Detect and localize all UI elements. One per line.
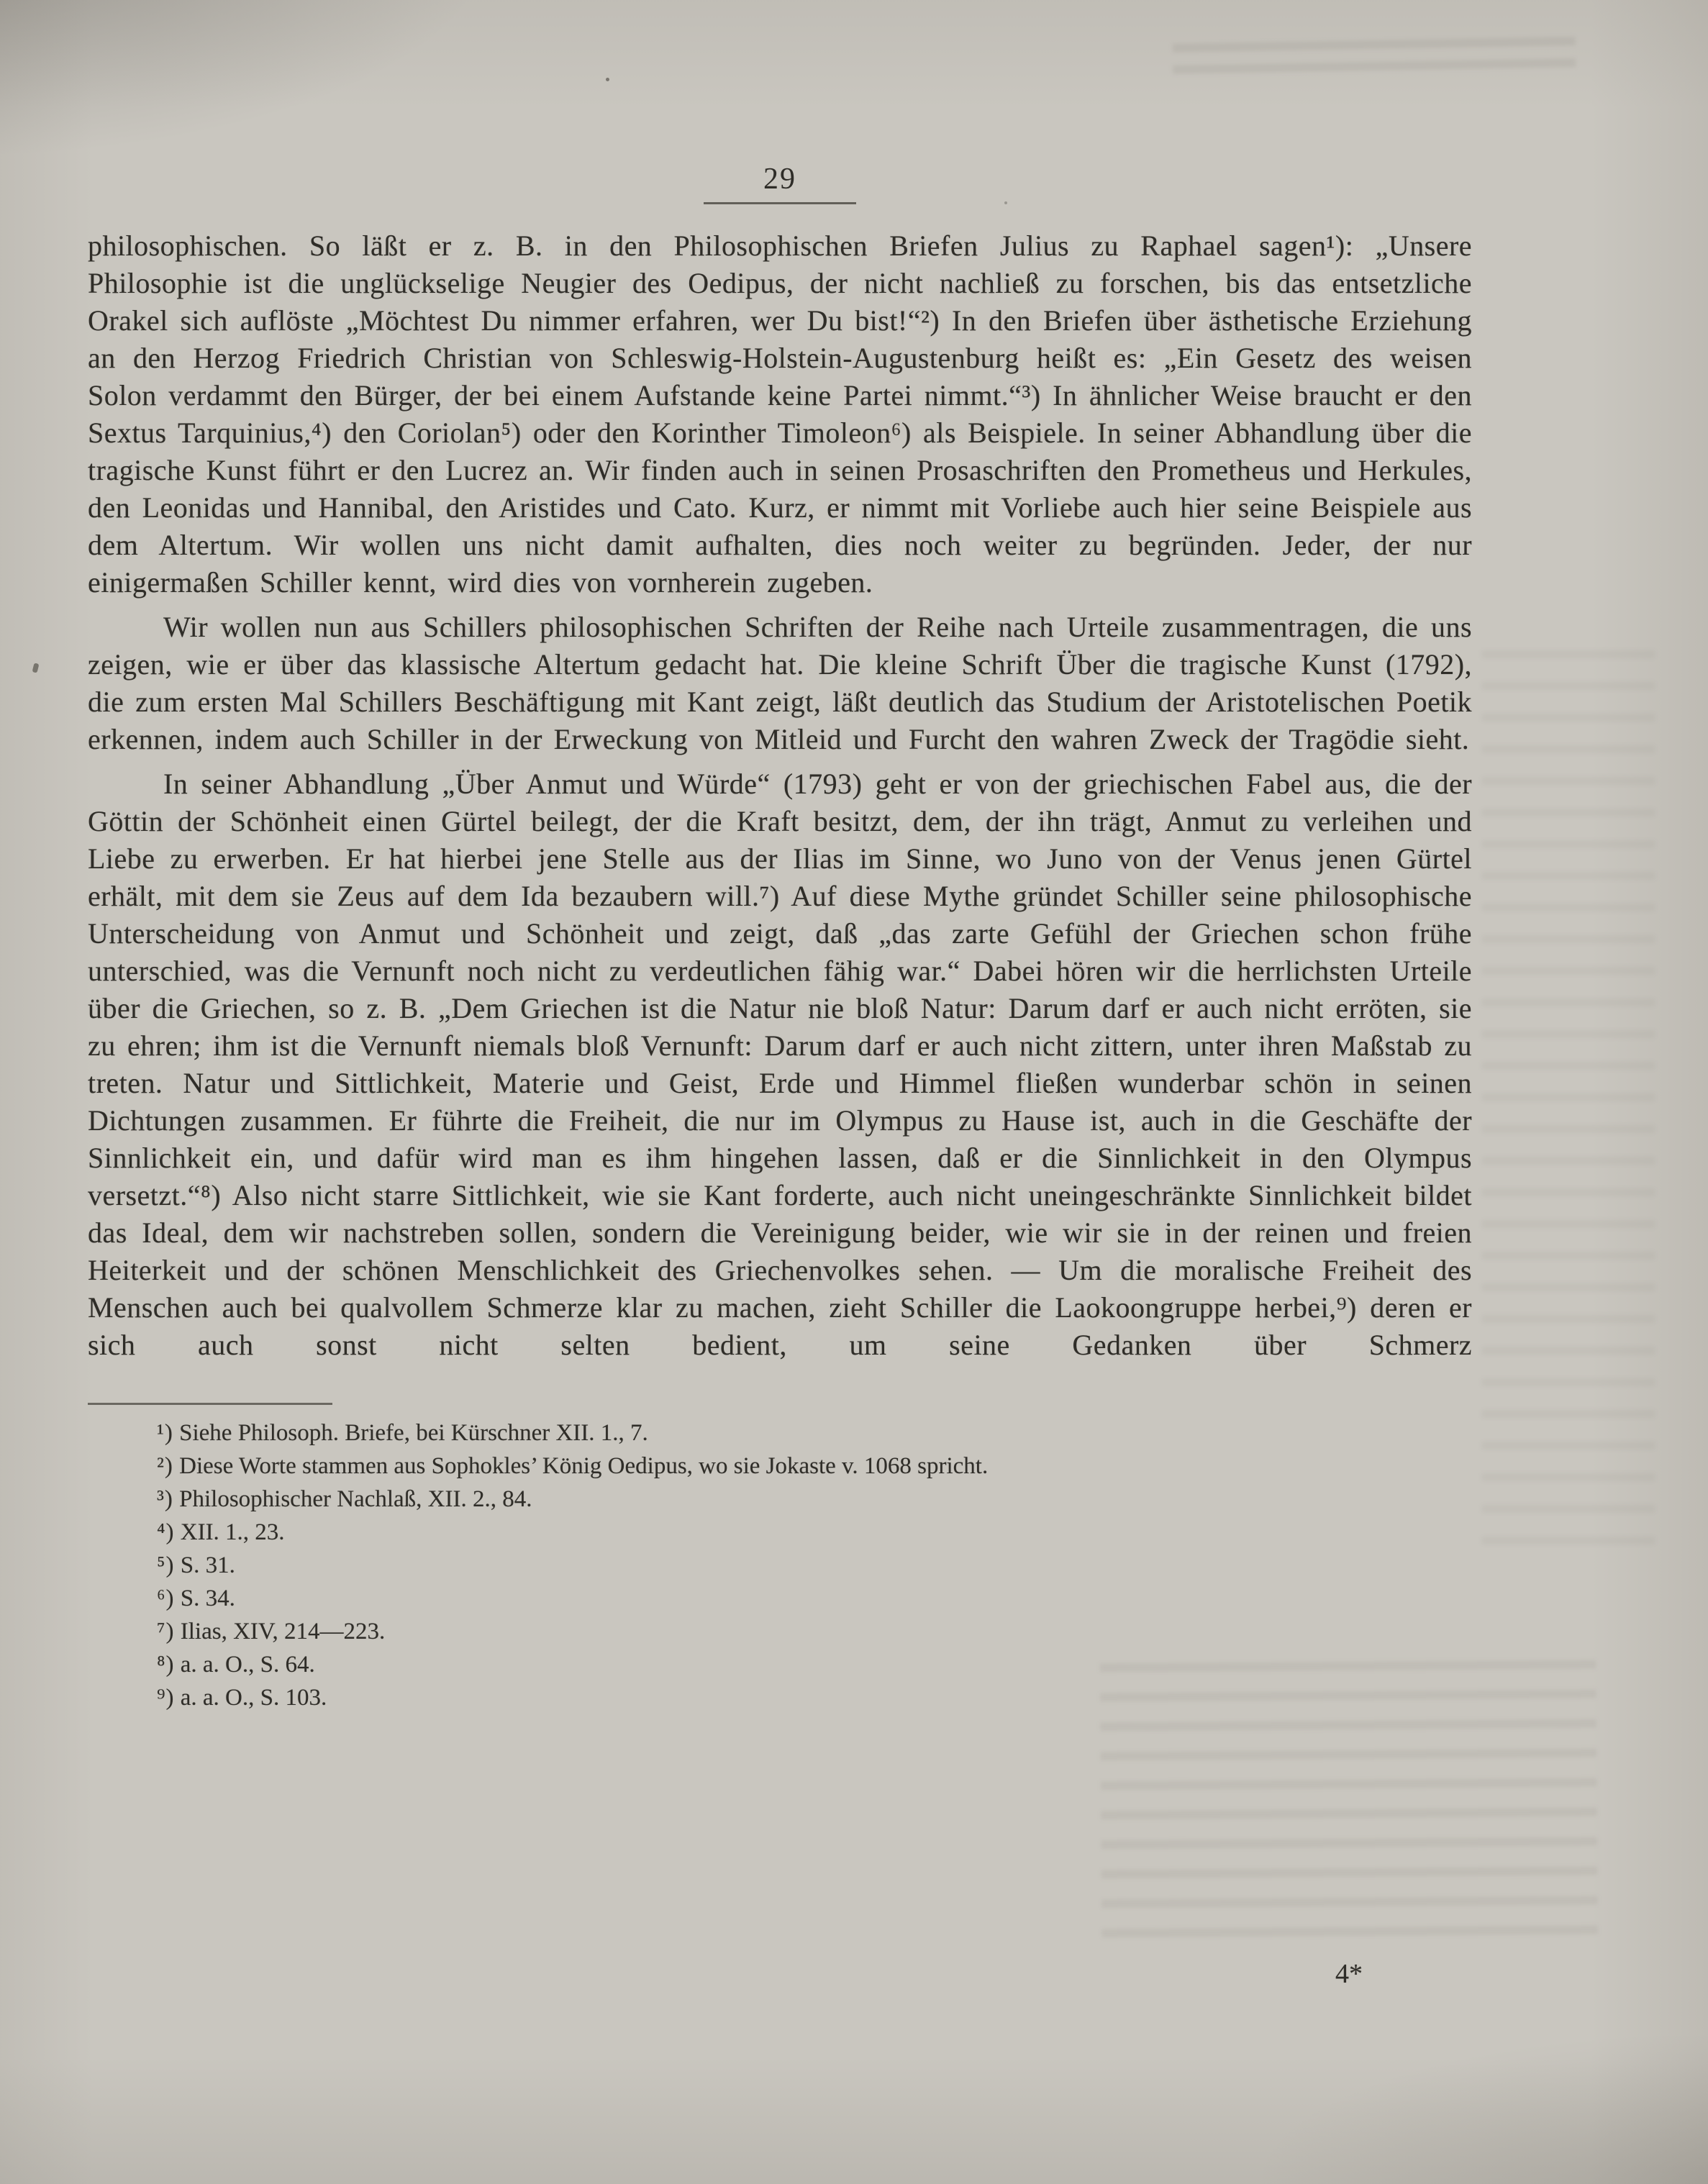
footnote-text: S. 31. — [180, 1552, 235, 1578]
page-content — [88, 161, 1472, 1714]
scan-speck — [606, 78, 609, 81]
footnote-text: Siehe Philosoph. Briefe, bei Kürschner XII. 1., 7. — [179, 1420, 648, 1446]
scan-speck — [32, 663, 40, 673]
paragraph-1: philosophischen. So läßt er z. B. in den Philosophischen Briefen Julius zu Raphael sagen¹): „Unsere Philosophie ist die unglückselige Neugier des Oedipus, der nicht nachließ zu forschen, bis das entsetzliche Orakel sich auflöste „Möchtest Du nimmer erfahren, wer Du bist!“²) In den Briefen über ästhetische Erziehung an den Herzog Friedrich Christian von Schleswig-Holstein-Augustenburg heißt es: „Ein Gesetz des weisen Solon verdammt den Bürger, der bei einem Aufstande keine Partei nimmt.“³) In ähnlicher Weise braucht er den Sextus Tarquinius,⁴) den Coriolan⁵) oder den Korinther Timoleon⁶) als Beispiele. In seiner Abhandlung über die tragische Kunst führt er den Lucrez an. Wir finden auch in seinen Prosaschriften den Prometheus und Herkules, den Leonidas und Hannibal, den Aristides und Cato. Kurz, er nimmt mit Vorliebe auch hier seine Beispiele aus dem Altertum. Wir wollen uns nicht damit aufhalten, dies noch weiter zu begründen. Jeder, der nur einigermaßen Schiller kennt, wird dies von vornherein zugeben. — [88, 229, 1472, 599]
footnote-2 — [88, 1450, 1472, 1483]
footnote-marker: ⁷) — [157, 1619, 175, 1644]
signature-mark: 4* — [1335, 1959, 1363, 1989]
paragraph-2: Wir wollen nun aus Schillers philosophischen Schriften der Reihe nach Urteile zusammentragen, die uns zeigen, wie er über das klassische Altertum gedacht hat. Die kleine Schrift Über die tragische Kunst (1792), die zum ersten Mal Schillers Beschäftigung mit Kant zeigt, läßt deutlich das Studium der Aristotelischen Poetik erkennen, indem auch Schiller in der Erweckung von Mitleid und Furcht den wahren Zweck der Tragödie sieht. — [88, 611, 1472, 755]
footnote-5 — [88, 1549, 1472, 1582]
footnote-text: XII. 1., 23. — [180, 1519, 285, 1545]
footnote-marker: ²) — [157, 1453, 173, 1479]
footnote-marker: ⁴) — [157, 1519, 175, 1545]
page-number: 29 — [763, 163, 796, 196]
footnote-text: Ilias, XIV, 214—223. — [180, 1619, 386, 1644]
footnote-8 — [88, 1648, 1472, 1681]
footnote-3 — [88, 1483, 1472, 1516]
footnote-text: a. a. O., S. 103. — [180, 1685, 327, 1711]
footnote-7 — [88, 1615, 1472, 1648]
footnote-separator-rule — [88, 1403, 332, 1405]
footnote-marker: ⁹) — [157, 1685, 175, 1711]
footnote-marker: ⁸) — [157, 1652, 175, 1678]
paragraph-3: In seiner Abhandlung „Über Anmut und Würde“ (1793) geht er von der griechischen Fabel aus, die der Göttin der Schönheit einen Gürtel beilegt, der die Kraft besitzt, dem, der ihn trägt, Anmut zu verleihen und Liebe zu erwerben. Er hat hierbei jene Stelle aus der Ilias im Sinne, wo Juno von der Venus jenen Gürtel erhält, mit dem sie Zeus auf dem Ida bezaubern will.⁷) Auf diese Mythe gründet Schiller seine philosophische Unterscheidung von Anmut und Schönheit und zeigt, daß „das zarte Gefühl der Griechen schon frühe unterschied, was die Vernunft noch nicht zu verdeutlichen fähig war.“ Dabei hören wir die herrlichsten Urteile über die Griechen, so z. B. „Dem Griechen ist die Natur nie bloß Natur: Darum darf er auch nicht erröten, sie zu ehren; ihm ist die Vernunft niemals bloß Vernunft: Darum darf er auch nicht zittern, unter ihren Maßstab zu treten. Natur und Sittlichkeit, Materie und Geist, Erde und Himmel fließen wunderbar schön in seinen Dichtungen zusammen. Er führte die Freiheit, die nur im Olympus zu Hause ist, auch in die Geschäfte der Sinnlichkeit ein, und dafür wird man es ihm hingehen lassen, daß er die Sinnlichkeit in den Olympus versetzt.“⁸) Also nicht starre Sittlichkeit, wie sie Kant forderte, auch nicht uneingeschränkte Sinnlichkeit bildet das Ideal, dem wir nachstreben sollen, sondern die Vereinigung beider, wie wir sie in der reinen und freien Heiterkeit und der schönen Menschlichkeit des Griechenvolkes sehen. — Um die moralische Freiheit des Menschen auch bei qualvollem Schmerze klar zu machen, zieht Schiller die Laokoongruppe herbei,⁹) deren er sich auch sonst nicht selten bedient, um seine Gedanken über Schmerz — [88, 768, 1472, 1361]
footnote-marker: ³) — [157, 1486, 173, 1512]
footnote-4 — [88, 1516, 1472, 1549]
footnote-9 — [88, 1681, 1472, 1714]
bleedthrough-texture — [1482, 633, 1655, 1568]
footnote-text: S. 34. — [180, 1585, 235, 1611]
footnote-marker: ⁶) — [157, 1585, 175, 1611]
footnote-1 — [88, 1416, 1472, 1450]
page-header — [88, 161, 1472, 204]
page-number-rule — [704, 202, 856, 204]
bleedthrough-texture — [1172, 29, 1576, 87]
footnotes-block — [88, 1416, 1472, 1714]
body-text — [88, 227, 1472, 1364]
footnote-marker: ¹) — [157, 1420, 173, 1446]
footnote-6 — [88, 1582, 1472, 1615]
footnote-text: a. a. O., S. 64. — [180, 1652, 315, 1678]
footnote-text: Philosophischer Nachlaß, XII. 2., 84. — [179, 1486, 532, 1512]
footnote-marker: ⁵) — [157, 1552, 175, 1578]
footnote-text: Diese Worte stammen aus Sophokles’ König Oedipus, wo sie Jokaste v. 1068 spricht. — [179, 1453, 989, 1479]
